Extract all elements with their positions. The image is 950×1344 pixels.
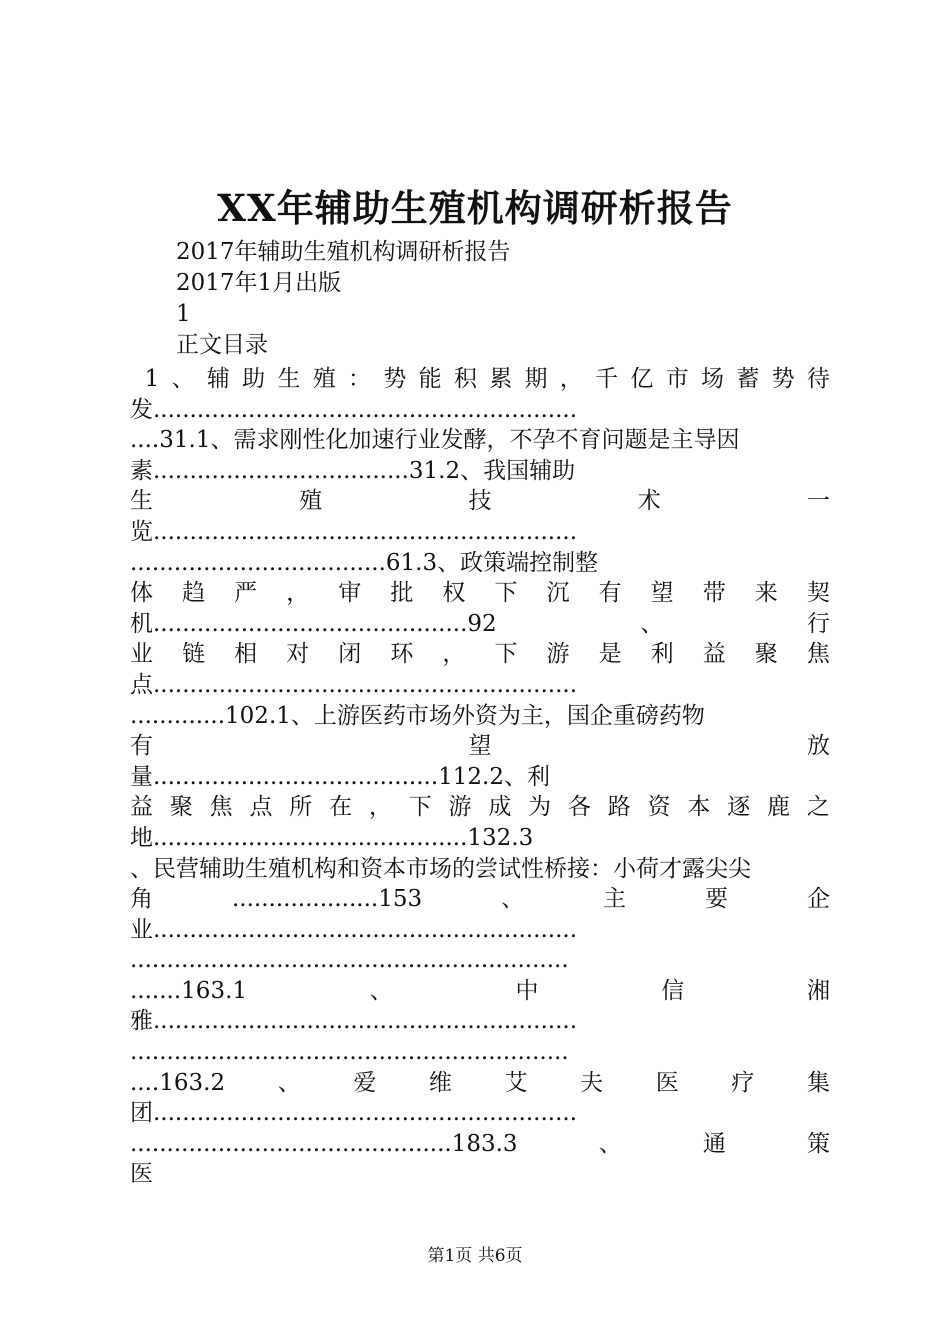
toc-text: ....31.1、需求刚性化加速行业发酵，不孕不育问题是主导因 [130, 427, 740, 454]
toc-text: 聚 [169, 794, 193, 821]
toc-text: 点.......................................................... [130, 671, 578, 698]
page-footer: 第1页 共6页 [427, 1246, 523, 1266]
toc-line [130, 517, 830, 548]
toc-text: 带 [702, 580, 726, 607]
toc-line [130, 823, 830, 854]
toc-text: 体 [130, 580, 153, 607]
toc-text: 术 [637, 488, 661, 515]
toc-heading: 正文目录 [176, 332, 268, 358]
toc-text: 蓄 [736, 366, 760, 392]
toc-text: 行 [807, 610, 830, 637]
toc-text: 、 [171, 366, 195, 392]
toc-line [130, 364, 830, 395]
toc-text: 市 [665, 366, 689, 392]
toc-text: 游 [546, 641, 570, 668]
toc-text: 下 [494, 641, 518, 668]
toc-text: 利 [650, 641, 674, 668]
toc-text: 游 [448, 794, 472, 821]
toc-line [130, 701, 830, 732]
toc-text: 业.......................................................... [130, 916, 578, 943]
toc-text: ............................................................ [130, 947, 569, 974]
toc-text: 焦 [806, 641, 830, 668]
toc-text: 夫 [580, 1069, 604, 1096]
toc-text: 、 [640, 610, 664, 637]
toc-text: ....163.2 [130, 1069, 226, 1096]
toc-text: 资 [647, 794, 671, 821]
toc-text: 审 [338, 580, 362, 607]
toc-text: ： [348, 366, 372, 392]
toc-line [130, 578, 830, 609]
toc-text: 为 [528, 794, 552, 821]
toc-line [130, 548, 830, 579]
toc-line [130, 1098, 830, 1129]
toc-text: 逐 [727, 794, 751, 821]
toc-text: 爱 [353, 1069, 377, 1096]
toc-text: 、 [598, 1130, 622, 1157]
toc-text: 集 [806, 1069, 830, 1096]
toc-text: 艾 [504, 1069, 528, 1096]
toc-text: 业 [130, 641, 153, 668]
toc-line [130, 1129, 830, 1160]
toc-text: 是 [598, 641, 622, 668]
toc-text: 医 [130, 1161, 153, 1188]
toc-text: 点 [249, 794, 273, 821]
page-marker: 1 [176, 301, 191, 327]
toc-text: .......163.1 [130, 977, 248, 1004]
toc-line [130, 792, 830, 823]
toc-text: 医 [655, 1069, 679, 1096]
toc-line [130, 639, 830, 670]
toc-text: 对 [286, 641, 310, 668]
toc-text: ....................153 [231, 886, 423, 913]
toc-text: 本 [687, 794, 711, 821]
toc-text: ， [559, 366, 583, 392]
toc-text: 沉 [546, 580, 570, 607]
report-subtitle: 2017年辅助生殖机构调研析报告 [176, 239, 511, 265]
toc-line [130, 762, 830, 793]
toc-text: ............................................................ [130, 1039, 569, 1066]
toc-text: 殖 [299, 488, 323, 515]
toc-text: 辅 [206, 366, 230, 392]
toc-text: 趋 [182, 580, 206, 607]
toc-text: 势 [771, 366, 795, 392]
toc-text: 素...................................31.2、我国辅助 [130, 457, 576, 484]
toc-text: 相 [234, 641, 258, 668]
toc-text: 场 [701, 366, 725, 392]
toc-text: 聚 [754, 641, 778, 668]
page-title: XX年辅助生殖机构调研析报告 [217, 186, 733, 230]
table-of-contents [130, 364, 830, 1190]
toc-text: 环 [390, 641, 414, 668]
toc-text: 疗 [731, 1069, 755, 1096]
edition-date: 2017年1月出版 [176, 270, 342, 296]
toc-text: 雅.......................................................... [130, 1008, 578, 1035]
toc-text: 望 [468, 733, 492, 760]
toc-text: ， [368, 794, 392, 821]
toc-text: 焦 [209, 794, 233, 821]
toc-text: 所 [289, 794, 313, 821]
toc-text: 维 [428, 1069, 452, 1096]
toc-text: 团.......................................................... [130, 1100, 578, 1127]
toc-line [130, 731, 830, 762]
toc-text: 有 [598, 580, 622, 607]
toc-text: 批 [390, 580, 414, 607]
toc-text: 一 [807, 488, 830, 515]
toc-text: 各 [567, 794, 591, 821]
toc-text: 契 [806, 580, 830, 607]
toc-line [130, 425, 830, 456]
toc-text: 、 [277, 1069, 301, 1096]
toc-line [130, 609, 830, 640]
toc-line [130, 486, 830, 517]
toc-line [130, 1159, 830, 1190]
toc-text: 企 [806, 886, 830, 913]
toc-line [130, 1006, 830, 1037]
toc-text: 、民营辅助生殖机构和资本市场的尝试性桥接：小荷才露尖尖 [130, 855, 751, 882]
toc-text: 放 [807, 733, 830, 760]
toc-text: 信 [661, 977, 685, 1004]
toc-text: 量.......................................112.2、利 [130, 763, 550, 790]
toc-text: 益 [130, 794, 153, 821]
toc-text: 千 [595, 366, 619, 392]
toc-text: 发.......................................................... [130, 396, 578, 423]
toc-text: 地...........................................132.3 [130, 824, 534, 851]
toc-text: ............................................183.3 [130, 1130, 518, 1157]
toc-text: 望 [650, 580, 674, 607]
toc-line [130, 945, 830, 976]
toc-text: ...................................61.3、政策端控制整 [130, 549, 599, 576]
toc-line [130, 670, 830, 701]
toc-line [130, 1068, 830, 1099]
toc-text: 链 [182, 641, 206, 668]
toc-text: 角 [130, 886, 153, 913]
toc-text: 在 [329, 794, 353, 821]
toc-text: 益 [702, 641, 726, 668]
toc-text: 策 [807, 1130, 830, 1157]
toc-line [130, 1037, 830, 1068]
toc-text: 助 [242, 366, 266, 392]
toc-text: 之 [806, 794, 830, 821]
toc-text: 累 [489, 366, 513, 392]
toc-text: 机...........................................92 [130, 610, 497, 637]
toc-line [130, 456, 830, 487]
toc-text: 闭 [338, 641, 362, 668]
toc-text: 鹿 [767, 794, 790, 821]
toc-text: 技 [468, 488, 492, 515]
toc-text: 期 [524, 366, 548, 392]
toc-text: 生 [130, 488, 153, 515]
toc-text: .............102.1、上游医药市场外资为主，国企重磅药物 [130, 702, 705, 729]
toc-text: 能 [418, 366, 442, 392]
toc-line [130, 854, 830, 885]
toc-text: 、 [369, 977, 393, 1004]
toc-line [130, 884, 830, 915]
toc-text: 生 [277, 366, 301, 392]
toc-text: 1 [130, 366, 160, 392]
toc-text: 势 [383, 366, 407, 392]
toc-text: 下 [494, 580, 518, 607]
toc-text: 湘 [806, 977, 830, 1004]
toc-text: 主 [603, 886, 627, 913]
toc-line [130, 395, 830, 426]
toc-text: 亿 [630, 366, 654, 392]
toc-text: 来 [754, 580, 778, 607]
toc-text: ， [286, 580, 310, 607]
toc-text: 、 [501, 886, 525, 913]
toc-line [130, 976, 830, 1007]
toc-text: 路 [607, 794, 631, 821]
toc-text: 成 [488, 794, 512, 821]
toc-text: ， [442, 641, 466, 668]
toc-text: 通 [702, 1130, 726, 1157]
toc-text: 览.......................................................... [130, 518, 578, 545]
toc-text: 要 [705, 886, 728, 913]
toc-text: 有 [130, 733, 153, 760]
toc-text: 中 [515, 977, 539, 1004]
toc-text: 权 [442, 580, 466, 607]
toc-text: 积 [453, 366, 477, 392]
toc-text: 待 [806, 366, 830, 392]
toc-text: 下 [408, 794, 432, 821]
toc-line [130, 915, 830, 946]
toc-text: 殖 [312, 366, 336, 392]
toc-text: 严 [234, 580, 258, 607]
